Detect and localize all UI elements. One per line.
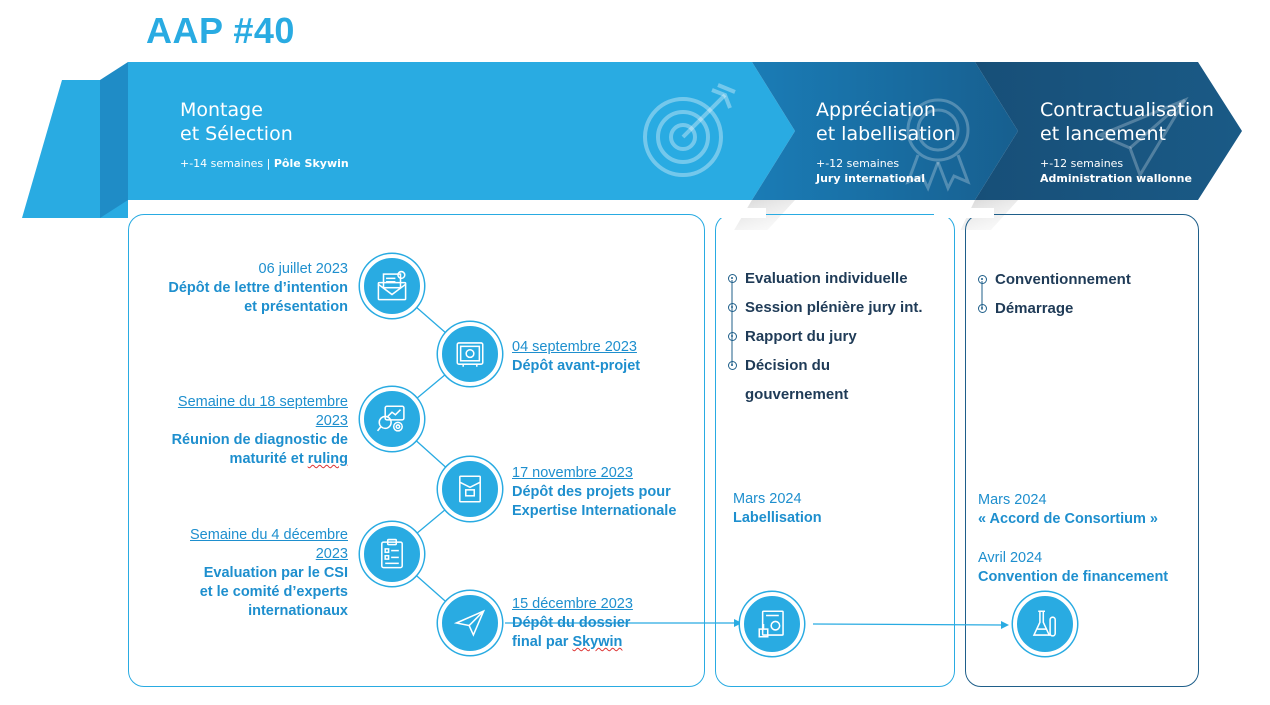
lab-flask-icon [1028,607,1062,641]
step-6-label-1: Dépôt du dossier [512,615,631,631]
timeline-step-4-text [512,464,712,521]
step-1-label-2: et présentation [244,299,348,315]
labellisation-label: Labellisation [733,510,822,526]
timeline-step-2-icon [438,322,502,386]
step-2-label: Dépôt avant-projet [512,358,641,374]
timeline-step-6-text [512,595,712,652]
phase-2-title: Appréciation et labellisation [816,99,956,145]
step-5-label-2: et le comité d’experts [199,584,348,600]
list-item: Evaluation individuelle [728,264,923,293]
step-3-date-2: 2023 [315,413,348,429]
timeline-step-3-icon [360,387,424,451]
step-4-date: 17 novembre 2023 [512,465,633,481]
folder-document-icon [453,472,487,506]
labellisation-milestone [733,490,822,528]
step-5-label-3: internationaux [248,603,348,619]
step-2-date: 04 septembre 2023 [512,339,637,355]
paper-plane-icon [453,606,487,640]
contract-list [978,265,1131,323]
list-item: gouvernement [745,386,849,403]
phase-1-subtitle: +-14 semaines | Pôle Skywin [180,157,349,170]
financement-milestone [978,549,1168,587]
phase-3-title: Contractualisation et lancement [1040,99,1214,145]
list-item: Décision du [728,351,923,380]
financement-label: Convention de financement [978,569,1169,585]
timeline-step-2-text [512,338,712,376]
step-5-date-1: Semaine du 4 décembre [190,527,348,543]
step-1-label-1: Dépôt de lettre d’intention [168,280,348,296]
timeline-step-5-text [130,526,348,621]
step-1-date: 06 juillet 2023 [258,261,348,277]
consortium-milestone [978,491,1158,529]
analysis-gear-icon [375,402,409,436]
envelope-letter-icon [375,269,409,303]
step-4-label-1: Dépôt des projets pour [512,484,671,500]
timeline-step-1-icon [360,254,424,318]
timeline-step-3-text [130,393,348,469]
financement-date: Avril 2024 [978,550,1043,566]
timeline-step-6-icon [438,591,502,655]
step-4-label-2: Expertise Internationale [512,503,677,519]
step-3-date-1: Semaine du 18 septembre [177,394,348,410]
list-item: Session plénière jury int. [728,293,923,322]
timeline-step-4-icon [438,457,502,521]
labellisation-date: Mars 2024 [733,491,802,507]
page-title: AAP #40 [146,10,295,51]
list-item: Démarrage [978,294,1131,323]
step-6-label-2: final par Skywin [512,634,623,650]
safe-box-icon [453,337,487,371]
phase-2-subtitle: +-12 semaines Jury international [816,157,925,185]
step-5-label-1: Evaluation par le CSI [203,565,348,581]
step-6-date: 15 décembre 2023 [512,596,633,612]
timeline-step-5-icon [360,522,424,586]
consortium-date: Mars 2024 [978,492,1047,508]
labellisation-icon [740,592,804,656]
consortium-label: « Accord de Consortium » [978,511,1158,527]
phase-1-title: Montage et Sélection [180,99,293,145]
appreciation-list [728,264,923,409]
step-3-label-1: Réunion de diagnostic de [171,432,348,448]
financement-icon [1013,592,1077,656]
step-5-date-2: 2023 [315,546,348,562]
timeline-step-1-text [130,260,348,317]
list-item: Rapport du jury [728,322,923,351]
certificate-stamp-icon [755,607,789,641]
phase-3-subtitle: +-12 semaines Administration wallonne [1040,157,1192,185]
list-item: Conventionnement [978,265,1131,294]
clipboard-checklist-icon [375,537,409,571]
step-3-label-2: maturité et ruling [229,451,348,467]
